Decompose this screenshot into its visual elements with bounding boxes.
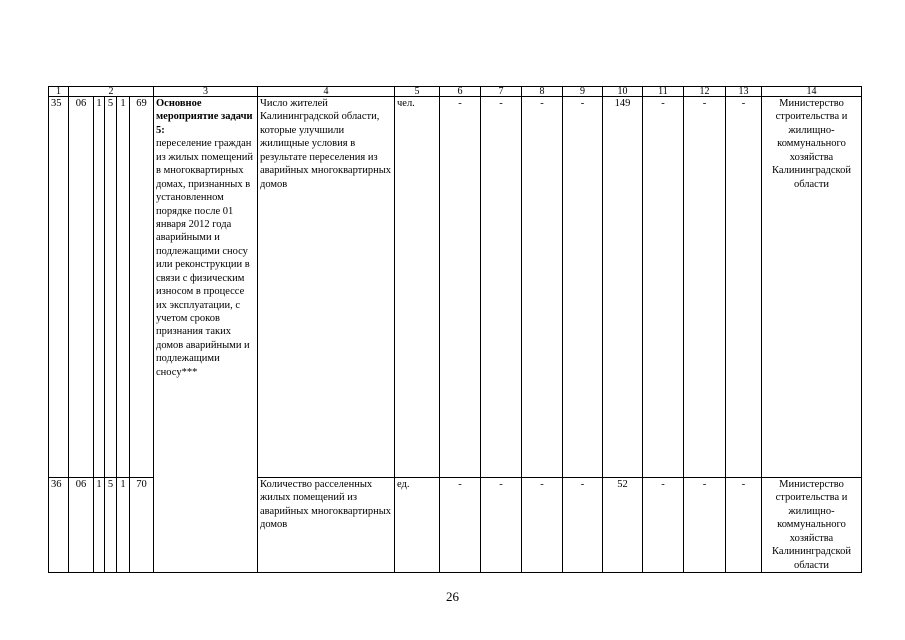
value-col-11: - bbox=[643, 97, 684, 478]
program-table bbox=[48, 86, 862, 573]
header-col-1: 1 bbox=[49, 87, 69, 97]
value-col-9: - bbox=[563, 97, 603, 478]
value-col-7: - bbox=[481, 97, 522, 478]
value-col-13: - bbox=[726, 97, 762, 478]
header-col-14: 14 bbox=[762, 87, 862, 97]
value-col-6: - bbox=[440, 478, 481, 573]
header-col-10: 10 bbox=[603, 87, 643, 97]
value-col-8: - bbox=[522, 478, 563, 573]
activity-text: переселение граждан из жилых помещений в многоквартирных домах, признанных в установленном порядке после 01 января 2012 года аварийными и подлежащими сносу или реконструкции в связи с физическим износом в процессе их эксплуатации, с учетом сроков признания таких домов аварийными и подлежащими сносу*** bbox=[156, 138, 254, 378]
unit: чел. bbox=[395, 97, 440, 478]
value-col-6: - bbox=[440, 97, 481, 478]
executor: Министерство строительства и жилищно-коммунального хозяйства Калининградской области bbox=[762, 478, 862, 573]
code-program: 06 bbox=[69, 478, 94, 573]
code-part-d: 1 bbox=[117, 478, 130, 573]
header-col-9: 9 bbox=[563, 87, 603, 97]
activity-cell bbox=[154, 97, 258, 573]
value-col-9: - bbox=[563, 478, 603, 573]
header-row bbox=[49, 87, 862, 97]
code-part-c: 5 bbox=[105, 97, 117, 478]
indicator-name: Количество расселенных жилых помещений из аварийных многоквартирных домов bbox=[258, 478, 395, 573]
header-col-12: 12 bbox=[684, 87, 726, 97]
page-number: 26 bbox=[446, 589, 459, 604]
unit: ед. bbox=[395, 478, 440, 573]
value-col-10: 149 bbox=[603, 97, 643, 478]
header-col-5: 5 bbox=[395, 87, 440, 97]
header-col-3: 3 bbox=[154, 87, 258, 97]
row-number: 35 bbox=[49, 97, 69, 478]
header-col-11: 11 bbox=[643, 87, 684, 97]
header-col-4: 4 bbox=[258, 87, 395, 97]
code-part-b: 1 bbox=[94, 97, 105, 478]
value-col-13: - bbox=[726, 478, 762, 573]
executor: Министерство строительства и жилищно-коммунального хозяйства Калининградской области bbox=[762, 97, 862, 478]
row-number: 36 bbox=[49, 478, 69, 573]
code-indicator: 70 bbox=[130, 478, 154, 573]
activity-title: Основное мероприятие задачи 5: bbox=[156, 98, 253, 136]
header-col-13: 13 bbox=[726, 87, 762, 97]
indicator-name: Число жителей Калининградской области, которые улучшили жилищные условия в результате переселения из аварийных многоквартирных домов bbox=[258, 97, 395, 478]
header-col-6: 6 bbox=[440, 87, 481, 97]
value-col-12: - bbox=[684, 478, 726, 573]
code-part-d: 1 bbox=[117, 97, 130, 478]
code-part-b: 1 bbox=[94, 478, 105, 573]
value-col-7: - bbox=[481, 478, 522, 573]
value-col-12: - bbox=[684, 97, 726, 478]
code-indicator: 69 bbox=[130, 97, 154, 478]
table-row bbox=[49, 97, 862, 478]
header-col-8: 8 bbox=[522, 87, 563, 97]
value-col-8: - bbox=[522, 97, 563, 478]
code-program: 06 bbox=[69, 97, 94, 478]
code-part-c: 5 bbox=[105, 478, 117, 573]
value-col-11: - bbox=[643, 478, 684, 573]
value-col-10: 52 bbox=[603, 478, 643, 573]
header-col-7: 7 bbox=[481, 87, 522, 97]
header-col-2: 2 bbox=[69, 87, 154, 97]
